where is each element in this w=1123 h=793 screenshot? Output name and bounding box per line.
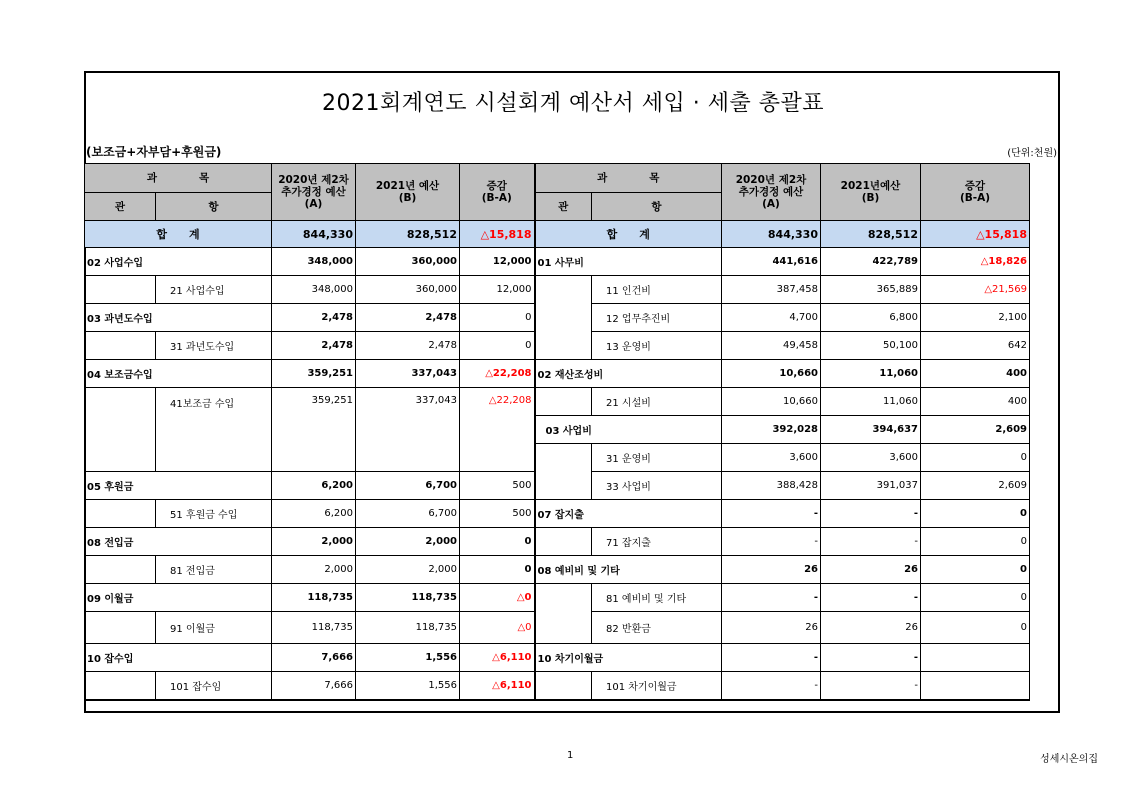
- rev-a: 6,200: [272, 472, 356, 500]
- rev-gwan: 02 사업수입: [85, 248, 272, 276]
- rev-gwan: 09 이월금: [85, 584, 272, 612]
- total-label-left: 합 계: [85, 221, 272, 248]
- rev-gwan-blank: [85, 672, 156, 701]
- header-cur-r2: (B): [861, 192, 880, 204]
- exp-gwan-blank: [535, 528, 592, 556]
- rev-b: 337,043: [356, 388, 460, 472]
- header-gwan-left: 관: [85, 193, 156, 221]
- rev-b: 6,700: [356, 472, 460, 500]
- header-diff-left: [460, 164, 535, 221]
- rev-b: 360,000: [356, 276, 460, 304]
- rev-b: 2,478: [356, 332, 460, 360]
- rev-a: 6,200: [272, 500, 356, 528]
- exp-a: 387,458: [722, 276, 821, 304]
- rev-hang: 21 사업수입: [156, 276, 272, 304]
- exp-a: 26: [722, 612, 821, 644]
- exp-b: 11,060: [821, 388, 921, 416]
- exp-diff: 2,609: [921, 416, 1030, 444]
- exp-hang: 82 반환금: [592, 612, 722, 644]
- exp-a: 10,660: [722, 388, 821, 416]
- exp-diff: 0: [921, 584, 1030, 612]
- exp-gwan: 03 사업비: [535, 416, 722, 444]
- rev-diff: △6,110: [460, 644, 535, 672]
- total-label-right: 합 계: [535, 221, 722, 248]
- rev-diff: 0: [460, 528, 535, 556]
- rev-b: 118,735: [356, 612, 460, 644]
- rev-gwan: 05 후원금: [85, 472, 272, 500]
- rev-b: 360,000: [356, 248, 460, 276]
- rev-b: 2,478: [356, 304, 460, 332]
- exp-b: 26: [821, 556, 921, 584]
- rev-b: 2,000: [356, 556, 460, 584]
- header-cur-l1: 2021년 예산: [375, 180, 440, 192]
- exp-gwan: 02 재산조성비: [535, 360, 722, 388]
- exp-a: -: [722, 584, 821, 612]
- exp-b: 11,060: [821, 360, 921, 388]
- exp-diff: △18,826: [921, 248, 1030, 276]
- exp-a: 49,458: [722, 332, 821, 360]
- rev-b: 1,556: [356, 644, 460, 672]
- rev-gwan-blank: [85, 276, 156, 304]
- rev-diff: △22,208: [460, 388, 535, 472]
- header-cur-r1: 2021년예산: [840, 180, 901, 192]
- exp-hang: 71 잡지출: [592, 528, 722, 556]
- header-hang-left: 항: [156, 193, 272, 221]
- rev-a: 2,478: [272, 304, 356, 332]
- exp-hang: 21 시설비: [592, 388, 722, 416]
- rev-gwan: 08 전입금: [85, 528, 272, 556]
- rev-gwan-blank: [85, 612, 156, 644]
- total-exp-diff: △15,818: [921, 221, 1030, 248]
- exp-b: -: [821, 584, 921, 612]
- exp-a: -: [722, 644, 821, 672]
- header-prev-l3: (A): [304, 198, 323, 210]
- header-cur-budget-right: [821, 164, 921, 221]
- exp-diff: 0: [921, 528, 1030, 556]
- exp-a: 441,616: [722, 248, 821, 276]
- exp-gwan: 01 사무비: [535, 248, 722, 276]
- header-prev-r1: 2020년 제2차: [735, 174, 807, 186]
- exp-diff: 0: [921, 612, 1030, 644]
- exp-b: -: [821, 528, 921, 556]
- exp-b: 365,889: [821, 276, 921, 304]
- header-diff-r1: 증감: [964, 180, 986, 192]
- exp-b: 50,100: [821, 332, 921, 360]
- total-rev-b: 828,512: [356, 221, 460, 248]
- rev-a: 118,735: [272, 612, 356, 644]
- exp-a: 26: [722, 556, 821, 584]
- exp-a: 388,428: [722, 472, 821, 500]
- rev-diff: 0: [460, 304, 535, 332]
- total-exp-a: 844,330: [722, 221, 821, 248]
- total-rev-a: 844,330: [272, 221, 356, 248]
- exp-diff: 0: [921, 556, 1030, 584]
- rev-b: 337,043: [356, 360, 460, 388]
- exp-hang: 31 운영비: [592, 444, 722, 472]
- exp-gwan: 10 차기이월금: [535, 644, 722, 672]
- exp-a: 10,660: [722, 360, 821, 388]
- page-number: 1: [567, 750, 574, 761]
- header-prev-budget-left: [272, 164, 356, 221]
- exp-a: 392,028: [722, 416, 821, 444]
- rev-gwan-blank: [85, 388, 156, 472]
- unit-label: (단위:천원): [1007, 148, 1057, 159]
- exp-b: -: [821, 500, 921, 528]
- budget-summary-table: [84, 163, 1030, 701]
- exp-b: 394,637: [821, 416, 921, 444]
- rev-b: 2,000: [356, 528, 460, 556]
- header-prev-r3: (A): [762, 198, 780, 210]
- rev-a: 7,666: [272, 644, 356, 672]
- rev-a: 359,251: [272, 388, 356, 472]
- rev-hang: 101 잡수임: [156, 672, 272, 701]
- exp-diff: [921, 644, 1030, 672]
- rev-a: 348,000: [272, 248, 356, 276]
- exp-diff: 0: [921, 444, 1030, 472]
- rev-gwan: 03 과년도수입: [85, 304, 272, 332]
- subtitle: (보조금+자부담+후원금): [86, 145, 222, 159]
- exp-b: 26: [821, 612, 921, 644]
- rev-diff: 500: [460, 500, 535, 528]
- footer-org-name: 성세시온의집: [1040, 754, 1098, 765]
- exp-a: -: [722, 672, 821, 701]
- header-diff-l1: 증감: [486, 180, 507, 192]
- exp-gwan: 07 잡지출: [535, 500, 722, 528]
- rev-diff: △0: [460, 612, 535, 644]
- rev-a: 359,251: [272, 360, 356, 388]
- rev-gwan-blank: [85, 332, 156, 360]
- exp-hang: 11 인건비: [592, 276, 722, 304]
- exp-b: -: [821, 672, 921, 701]
- header-diff-right: [921, 164, 1030, 221]
- exp-diff: 2,609: [921, 472, 1030, 500]
- header-gwamok-right: 과 목: [535, 164, 722, 193]
- header-cur-budget-left: [356, 164, 460, 221]
- header-prev-r2: 추가경정 예산: [738, 186, 804, 198]
- header-prev-l1: 2020년 제2차: [278, 174, 349, 186]
- page-title: 2021회계연도 시설회계 예산서 세입 · 세출 총괄표: [322, 91, 824, 116]
- rev-diff: 0: [460, 332, 535, 360]
- exp-hang: 101 차기이월금: [592, 672, 722, 701]
- exp-diff: 642: [921, 332, 1030, 360]
- exp-diff: △21,569: [921, 276, 1030, 304]
- exp-a: 3,600: [722, 444, 821, 472]
- exp-gwan-blank: [535, 672, 592, 701]
- header-diff-r2: (B-A): [959, 192, 991, 204]
- exp-b: 422,789: [821, 248, 921, 276]
- rev-a: 2,000: [272, 556, 356, 584]
- exp-a: 4,700: [722, 304, 821, 332]
- rev-a: 118,735: [272, 584, 356, 612]
- rev-a: 7,666: [272, 672, 356, 701]
- rev-diff: 12,000: [460, 248, 535, 276]
- rev-b: 6,700: [356, 500, 460, 528]
- header-gwamok-left: 과 목: [85, 164, 272, 193]
- exp-gwan-blank: [535, 276, 592, 360]
- exp-gwan: 08 예비비 및 기타: [535, 556, 722, 584]
- exp-gwan-blank: [535, 388, 592, 416]
- rev-b: 1,556: [356, 672, 460, 701]
- exp-diff: 2,100: [921, 304, 1030, 332]
- exp-diff: [921, 672, 1030, 701]
- exp-hang: 33 사업비: [592, 472, 722, 500]
- rev-a: 2,000: [272, 528, 356, 556]
- exp-diff: 400: [921, 388, 1030, 416]
- exp-a: -: [722, 500, 821, 528]
- exp-a: -: [722, 528, 821, 556]
- exp-diff: 0: [921, 500, 1030, 528]
- total-exp-b: 828,512: [821, 221, 921, 248]
- exp-diff: 400: [921, 360, 1030, 388]
- header-diff-l2: (B-A): [481, 192, 512, 204]
- rev-b: 118,735: [356, 584, 460, 612]
- rev-gwan: 04 보조금수입: [85, 360, 272, 388]
- rev-diff: 12,000: [460, 276, 535, 304]
- rev-hang: 81 전입금: [156, 556, 272, 584]
- total-rev-diff: △15,818: [460, 221, 535, 248]
- rev-hang: 31 과년도수입: [156, 332, 272, 360]
- header-prev-budget-right: [722, 164, 821, 221]
- exp-hang: 13 운영비: [592, 332, 722, 360]
- rev-hang: 91 이월금: [156, 612, 272, 644]
- header-prev-l2: 추가경정 예산: [281, 186, 346, 198]
- header-cur-l2: (B): [398, 192, 417, 204]
- rev-hang: 41보조금 수입: [156, 388, 272, 472]
- rev-diff: 500: [460, 472, 535, 500]
- rev-a: 2,478: [272, 332, 356, 360]
- exp-b: 3,600: [821, 444, 921, 472]
- exp-b: 391,037: [821, 472, 921, 500]
- rev-gwan: 10 잡수입: [85, 644, 272, 672]
- rev-diff: △22,208: [460, 360, 535, 388]
- rev-hang: 51 후원금 수입: [156, 500, 272, 528]
- exp-b: 6,800: [821, 304, 921, 332]
- exp-hang: 12 업무추진비: [592, 304, 722, 332]
- rev-gwan-blank: [85, 556, 156, 584]
- rev-diff: △0: [460, 584, 535, 612]
- exp-gwan-blank: [535, 444, 592, 500]
- rev-diff: 0: [460, 556, 535, 584]
- rev-a: 348,000: [272, 276, 356, 304]
- rev-gwan-blank: [85, 500, 156, 528]
- rev-diff: △6,110: [460, 672, 535, 701]
- exp-b: -: [821, 644, 921, 672]
- header-hang-right: 항: [592, 193, 722, 221]
- exp-gwan-blank: [535, 584, 592, 644]
- exp-hang: 81 예비비 및 기타: [592, 584, 722, 612]
- header-gwan-right: 관: [535, 193, 592, 221]
